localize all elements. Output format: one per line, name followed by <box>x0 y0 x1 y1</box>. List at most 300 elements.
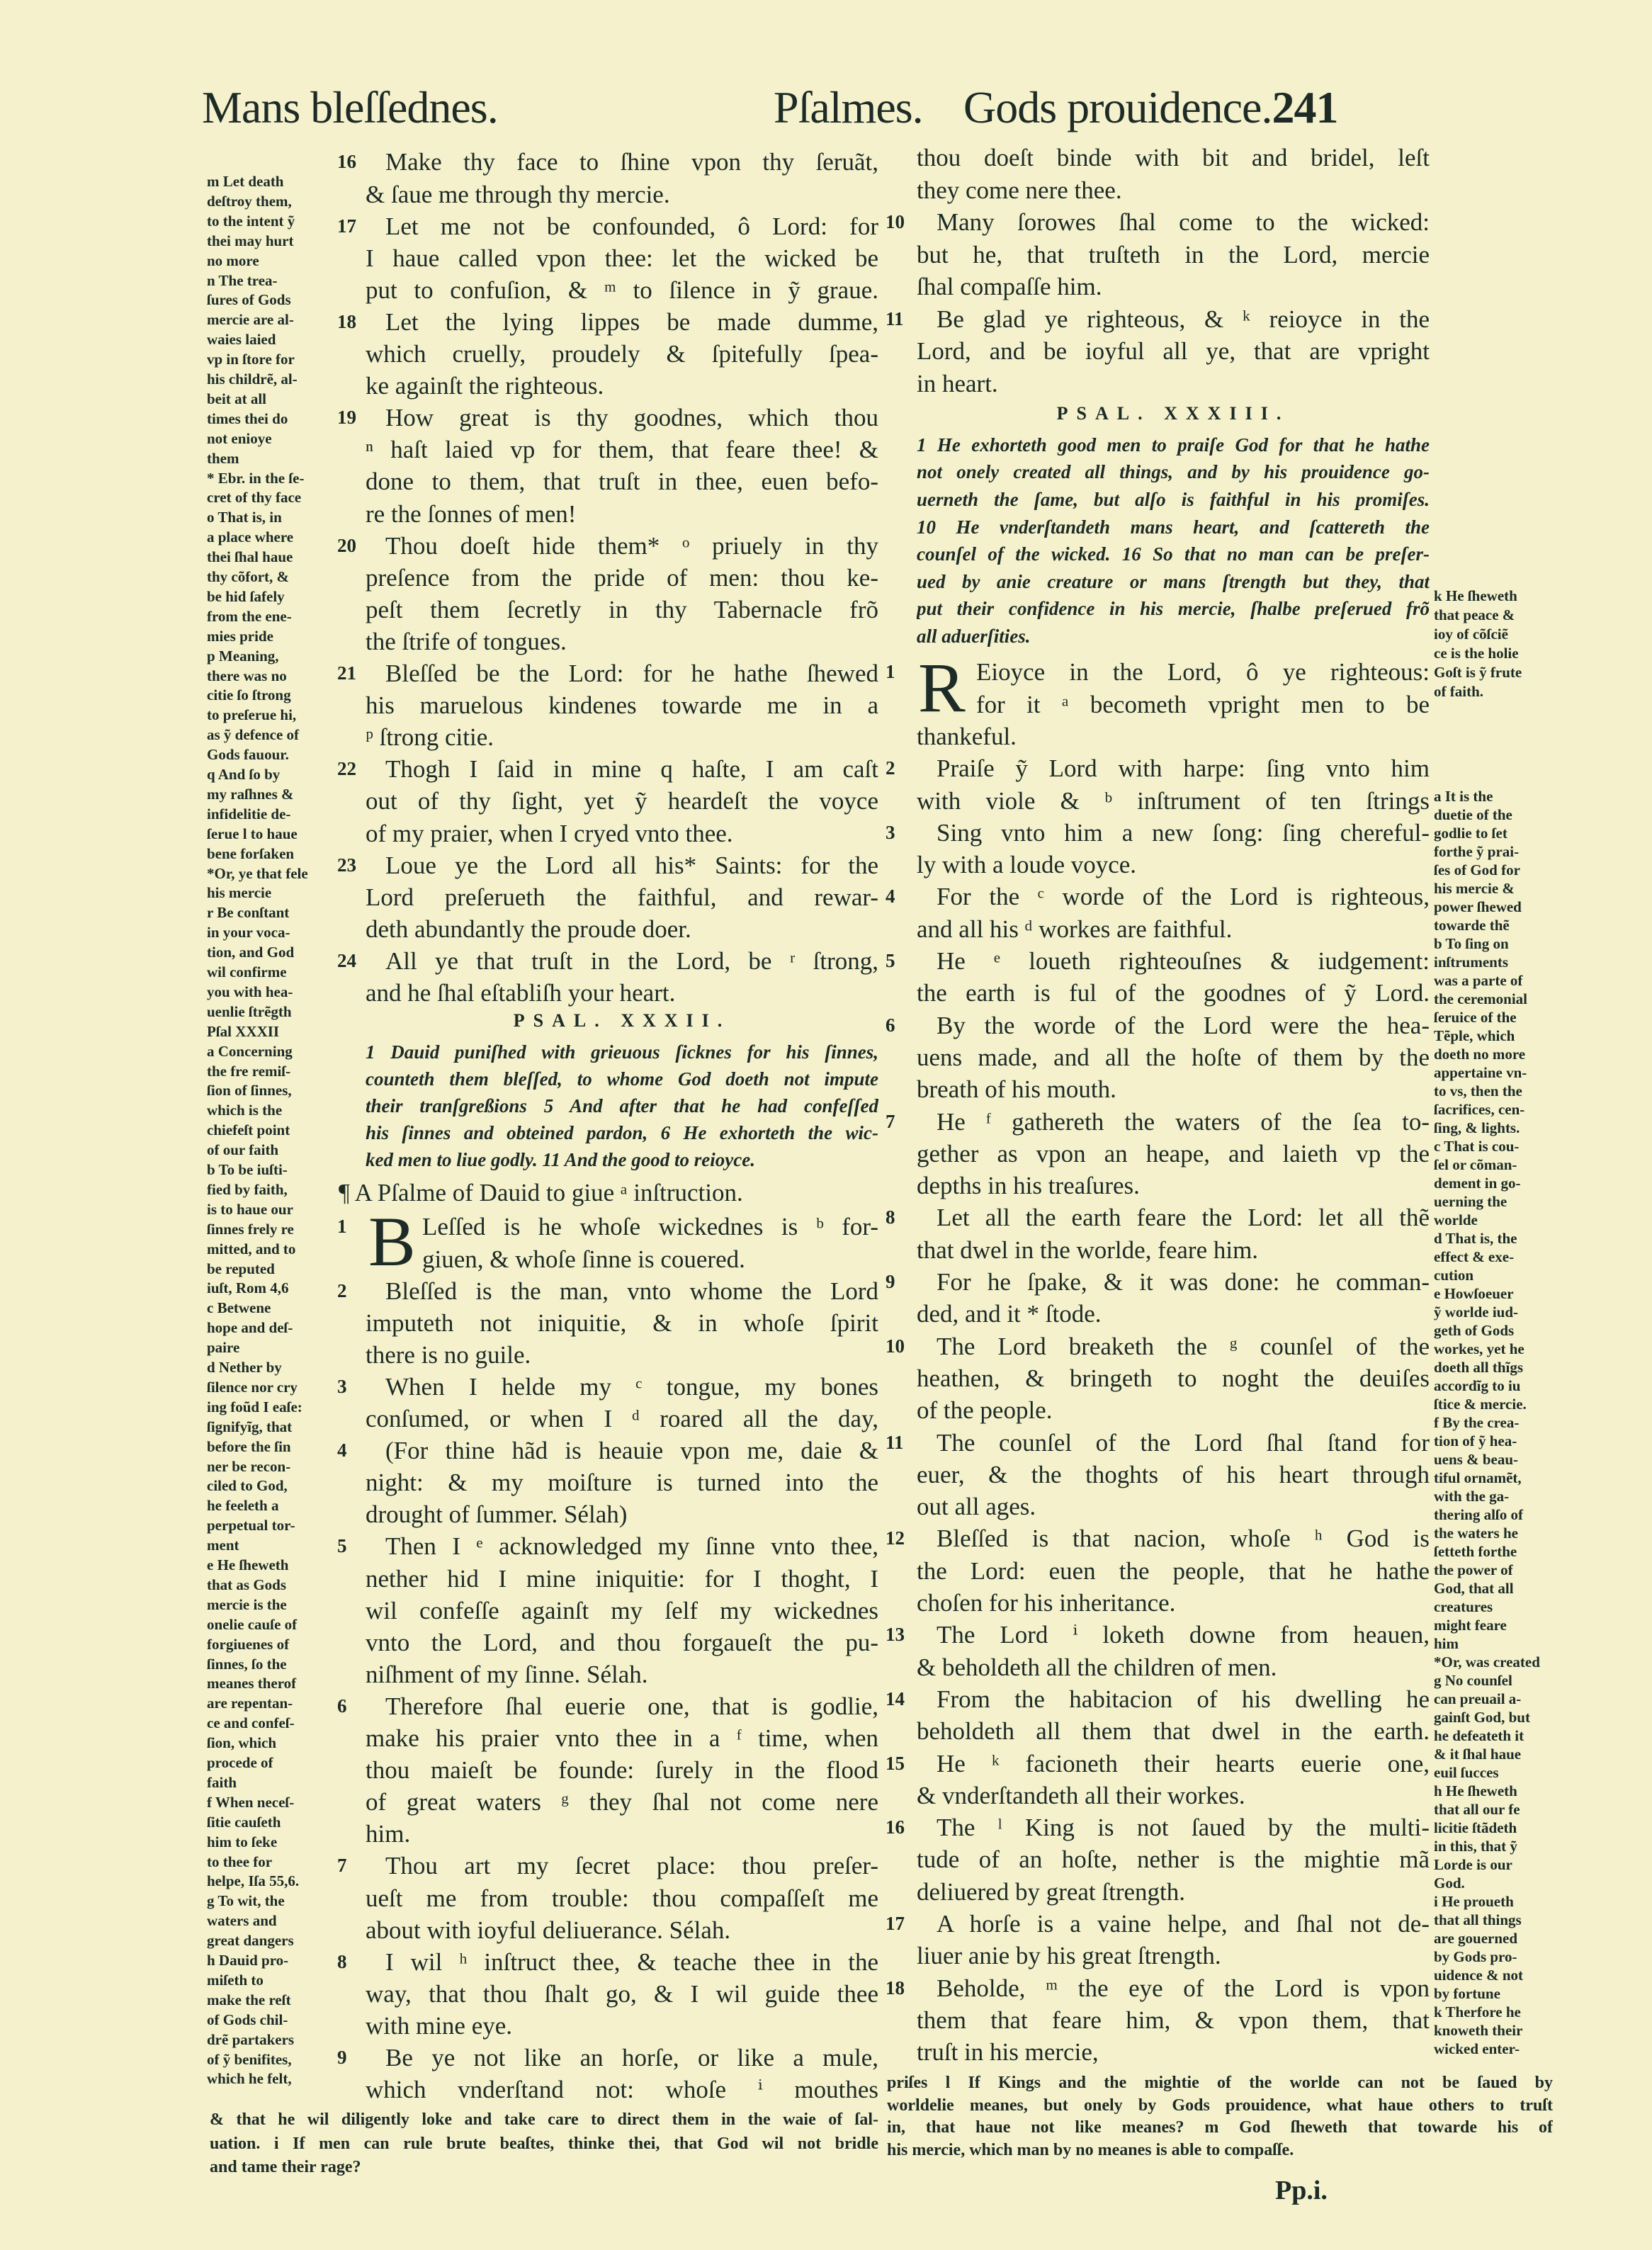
margin-note-line: his mercie & <box>1434 880 1515 897</box>
margin-note-line: godlie to ſet <box>1434 825 1507 842</box>
verse-number: 5 <box>337 1535 347 1557</box>
verse-line: The Lord ⁱ loketh downe from heauen, <box>937 1621 1430 1649</box>
margin-note-line: to preſerue hi, <box>207 706 297 724</box>
verse-line: Sing vnto him a new ſong: ſing chereful- <box>937 818 1430 847</box>
margin-note-line: perpetual tor- <box>207 1517 295 1534</box>
margin-note-line: ciled to God, <box>207 1477 288 1495</box>
margin-note-line: ce is the holie <box>1434 644 1519 662</box>
margin-note-line: a place where <box>207 528 294 546</box>
verse-line: make his praier vnto thee in a ᶠ time, when <box>366 1724 878 1753</box>
margin-note-line: tion, and God <box>207 944 295 961</box>
verse-line: ſhal compaſſe him. <box>917 273 1102 301</box>
margin-note-line: doeth no more <box>1434 1046 1526 1063</box>
margin-note-line: thering alſo of <box>1434 1506 1523 1523</box>
margin-note-line: h He ſheweth <box>1434 1782 1517 1799</box>
verse-number: 16 <box>886 1816 905 1838</box>
psalm-argument-line: ued by anie creature or mans ſtrength but they, that <box>917 570 1430 592</box>
verse-line: drought of ſummer. Sélah) <box>366 1500 628 1529</box>
verse-line: gether as vpon an heape, and laieth vp the <box>917 1139 1430 1168</box>
margin-note-line: vp in ſtore for <box>207 351 295 368</box>
margin-note-line: my raſhnes & <box>207 785 294 803</box>
running-head-left: Mans bleſſednes. <box>202 82 498 132</box>
margin-note-line: b To ſing on <box>1434 935 1509 952</box>
margin-note-line: thei may hurt <box>207 232 294 249</box>
margin-note-line: his mercie <box>207 884 272 902</box>
margin-note-line: accordĩg to iu <box>1434 1377 1521 1394</box>
margin-note-line: h Dauid pro- <box>207 1952 289 1969</box>
margin-note-line: f When neceſ- <box>207 1793 295 1811</box>
psalm-argument-line: uerneth the ſame, but alſo is faithful in his promiſes. <box>917 488 1430 510</box>
verse-line: giuen, & whoſe ſinne is couered. <box>422 1245 745 1273</box>
margin-note-line: ſing, & lights. <box>1434 1119 1520 1136</box>
margin-note-line: waters and <box>207 1912 277 1930</box>
margin-note-line: can preuail a- <box>1434 1690 1522 1707</box>
psalm-argument-line: his ſinnes and obteined pardon, 6 He exhorteth the wic- <box>366 1122 878 1143</box>
psalm-argument-line: counteth them bleſſed, to whome God doeth not impute <box>366 1068 878 1090</box>
margin-note-line: & it ſhal haue <box>1434 1746 1522 1763</box>
verse-line: Let the lying lippes be made dumme, <box>385 307 878 336</box>
verse-line: ueſt me from trouble: thou compaſſeſt me <box>366 1884 878 1912</box>
margin-note-line: chiefeſt point <box>207 1121 290 1139</box>
margin-note-line: ſilence nor cry <box>207 1378 298 1396</box>
margin-note-line: effect & exe- <box>1434 1248 1515 1265</box>
margin-note-line: creatures <box>1434 1598 1493 1615</box>
margin-note-line: the waters he <box>1434 1525 1518 1542</box>
margin-note-line: Tẽple, which <box>1434 1027 1515 1044</box>
margin-note-line: ſures of Gods <box>207 291 291 309</box>
verse-number: 7 <box>337 1855 347 1877</box>
footnote-line: priſes l If Kings and the mightie of the worlde can not be ſaued by <box>887 2074 1553 2093</box>
margin-note-line: m Let death <box>207 173 284 191</box>
margin-note-line: to vs, then the <box>1434 1082 1522 1099</box>
verse-line: niſhment of my ſinne. Sélah. <box>366 1660 648 1688</box>
margin-note-line: ſignifyĩg, that <box>207 1418 293 1435</box>
margin-note-line: wicked enter- <box>1434 2040 1520 2057</box>
margin-note-line: God, that all <box>1434 1580 1514 1597</box>
margin-note-line: * Ebr. in the ſe- <box>207 469 305 487</box>
margin-note-line: hope and deſ- <box>207 1319 293 1337</box>
verse-line: The ˡ King is not ſaued by the multi- <box>937 1814 1430 1842</box>
margin-note-line: Lorde is our <box>1434 1856 1512 1873</box>
margin-note-line: c Betwene <box>207 1299 271 1317</box>
verse-line: For the ᶜ worde of the Lord is righteous, <box>937 883 1430 911</box>
verse-line: choſen for his inheritance. <box>917 1589 1176 1617</box>
verse-number: 9 <box>337 2047 347 2069</box>
footnote-line: and tame their rage? <box>210 2158 361 2177</box>
verse-line: Thogh I ſaid in mine q haſte, I am caſt <box>385 755 878 784</box>
verse-line: with mine eye. <box>366 2011 513 2040</box>
margin-note-line: them <box>207 449 239 467</box>
margin-note-line: Pſal XXXII <box>207 1022 280 1040</box>
verse-line: them that feare him, & vpon them, that <box>917 2006 1430 2034</box>
verse-line: re the ſonnes of men! <box>366 499 577 528</box>
margin-note-line: k Therfore he <box>1434 2003 1521 2020</box>
verse-line: of the people. <box>917 1396 1053 1425</box>
verse-line: (For thine hãd is heauie vpon me, daie & <box>385 1437 878 1465</box>
verse-line: breath of his mouth. <box>917 1075 1116 1104</box>
margin-note-line: the power of <box>1434 1561 1513 1578</box>
verse-number: 12 <box>886 1527 905 1549</box>
verse-number: 20 <box>337 534 356 556</box>
margin-note-line: ſion, which <box>207 1734 277 1752</box>
margin-note-line: by fortune <box>1434 1985 1500 2002</box>
verse-line: out of thy ſight, yet ỹ heardeſt the voyce <box>366 787 878 815</box>
margin-note-line: helpe, Iſa 55,6. <box>207 1872 300 1890</box>
verse-line: vnto the Lord, and thou forgaueſt the pu- <box>366 1628 878 1656</box>
margin-note-line: times thei do <box>207 409 288 427</box>
margin-note-line: you with hea- <box>207 983 293 1000</box>
running-head-book: Pſalmes. <box>774 82 923 132</box>
verse-line: wil confeſſe againſt my ſelf my wickednes <box>366 1596 878 1624</box>
verse-line: He ᵏ facioneth their hearts euerie one, <box>937 1749 1430 1777</box>
margin-note-line: ment <box>207 1537 239 1554</box>
verse-line: liuer anie by his great ſtrength. <box>917 1942 1221 1970</box>
margin-note-line: which is the <box>207 1102 283 1119</box>
verse-number: 5 <box>886 950 895 972</box>
margin-note-line: mercie are al- <box>207 311 294 329</box>
margin-note-line: are gouerned <box>1434 1930 1518 1947</box>
verse-line: Leſſed is he whoſe wickednes is ᵇ for- <box>422 1213 878 1241</box>
verse-line: Loue ye the Lord all his* Saints: for the <box>385 851 878 879</box>
footnote-line: his mercie, which man by no meanes is able to compaſſe. <box>887 2140 1294 2159</box>
psalm-argument-line: counſel of the wicked. 16 So that no man can be preſer- <box>917 543 1430 565</box>
footnote-line: worldelie meanes, but onely by Gods prouidence, what haue others to truſt <box>887 2096 1553 2115</box>
margin-note-line: n The trea- <box>207 271 278 289</box>
verse-line: ly with a loude voyce. <box>917 851 1137 879</box>
margin-note-line: duetie of the <box>1434 806 1512 823</box>
verse-number: 18 <box>886 1977 905 1999</box>
verse-line: How great is thy goodnes, which thou <box>385 404 878 432</box>
margin-note-line: forthe ỹ prai- <box>1434 843 1520 860</box>
margin-note-line: beit at all <box>207 390 266 407</box>
verse-line: his maruelous kindenes towarde me in a <box>366 691 878 720</box>
verse-line: All ye that truſt in the Lord, be ʳ ſtrong, <box>385 946 878 975</box>
verse-line: put to confuſion, & ᵐ to ſilence in ỹ graue. <box>366 276 878 304</box>
verse-line: heathen, & bringeth to noght the deuiſes <box>917 1364 1430 1392</box>
margin-note-line: iuſt, Rom 4,6 <box>207 1279 289 1297</box>
drop-cap-r: R <box>918 648 966 727</box>
verse-number: 2 <box>886 757 895 779</box>
verse-line: The Lord breaketh the ᵍ counſel of the <box>937 1332 1430 1360</box>
verse-line: and all his ᵈ workes are faithful. <box>917 915 1233 943</box>
signature-mark: Pp.i. <box>1275 2176 1328 2205</box>
margin-note-line: o That is, in <box>207 509 282 526</box>
margin-note-line: procede of <box>207 1754 273 1772</box>
verse-line: beholdeth all them that dwel in the earth. <box>917 1717 1430 1746</box>
margin-note-line: meanes therof <box>207 1675 297 1692</box>
margin-note-line: to the intent ỹ <box>207 212 295 230</box>
margin-note-line: appertaine vn- <box>1434 1064 1527 1081</box>
verse-line: for it ᵃ becometh vpright men to be <box>976 690 1430 718</box>
verse-line: thankeful. <box>917 722 1017 750</box>
margin-note-line: great dangers <box>207 1932 294 1950</box>
verse-number: 6 <box>337 1695 347 1717</box>
verse-line: thou doeſt binde with bit and bridel, leſt <box>917 144 1430 172</box>
margin-note-line: uenlie ſtrẽgth <box>207 1002 292 1020</box>
verse-line: of great waters ᵍ they ſhal not come nere <box>366 1788 878 1816</box>
verse-line: ke againſt the righteous. <box>366 372 604 400</box>
margin-note-line: God. <box>1434 1875 1465 1892</box>
psalm-argument-line: 1 He exhorteth good men to praiſe God for that he hathe <box>917 434 1430 456</box>
margin-note-line: i He proueth <box>1434 1893 1514 1910</box>
verse-line: He ᵉ loueth righteouſnes & iudgement: <box>937 947 1430 976</box>
margin-note-line: thei ſhal haue <box>207 548 293 566</box>
margin-note-line: a Concerning <box>207 1042 293 1060</box>
margin-note-line: tiful ornamẽt, <box>1434 1469 1522 1486</box>
verse-number: 17 <box>886 1913 905 1935</box>
margin-note-line: him <box>1434 1635 1459 1652</box>
verse-line: Bleſſed is the man, vnto whome the Lord <box>385 1277 878 1305</box>
margin-note-line: ỹ worlde iud- <box>1434 1304 1519 1321</box>
margin-note-line: doeth all thĩgs <box>1434 1359 1524 1376</box>
margin-note-line: b To be iuſti- <box>207 1161 288 1179</box>
psalm-heading-32: PSAL. XXXII. <box>513 1010 731 1031</box>
verse-line: Thou art my ſecret place: thou preſer- <box>385 1852 878 1880</box>
margin-note-line: *Or, was created <box>1434 1653 1540 1670</box>
verse-line: the Lord: euen the people, that he hathe <box>917 1556 1430 1585</box>
verse-line: peſt them ſecretly in thy Tabernacle frõ <box>366 595 878 623</box>
verse-number: 16 <box>337 151 356 173</box>
margin-note-line: by Gods pro- <box>1434 1948 1517 1965</box>
margin-note-line: that peace & <box>1434 606 1515 623</box>
verse-line: tude of an hoſte, nether is the mightie mã <box>917 1845 1430 1874</box>
verse-line: Thou doeſt hide them* ᵒ priuely in thy <box>385 531 878 560</box>
footnote-line: & that he wil diligently loke and take care to direct them in the waie of ſal- <box>210 2110 878 2130</box>
margin-note-line: ſinnes, ſo the <box>207 1655 287 1673</box>
margin-note-line: p Meaning, <box>207 647 279 665</box>
verse-line: When I helde my ᶜ tongue, my bones <box>385 1372 878 1401</box>
margin-note-line: uerning the <box>1434 1193 1507 1210</box>
margin-note-line: faith <box>207 1773 237 1791</box>
verse-line: Bleſſed is that nacion, whoſe ʰ God is <box>937 1525 1430 1553</box>
margin-note-line: r Be conſtant <box>207 904 290 922</box>
margin-note-line: deſtroy them, <box>207 192 292 210</box>
margin-note-line: workes, yet he <box>1434 1340 1524 1357</box>
verse-number: 6 <box>886 1014 895 1036</box>
verse-line: Eioyce in the Lord, ô ye righteous: <box>976 658 1430 686</box>
verse-line: Let all the earth feare the Lord: let all thẽ <box>937 1204 1430 1232</box>
margin-note-line: not enioye <box>207 429 272 447</box>
margin-note-line: ſacrifices, cen- <box>1434 1101 1525 1118</box>
margin-note-line: be hid ſafely <box>207 587 285 605</box>
margin-note-line: ſinnes frely re <box>207 1220 294 1238</box>
verse-line: the ſtrife of tongues. <box>366 627 567 655</box>
verse-line: which vnderſtand not: whoſe ⁱ mouthes <box>366 2076 878 2104</box>
margin-note-line: citie ſo ſtrong <box>207 686 291 704</box>
verse-line: of my praier, when I cryed vnto thee. <box>366 819 733 847</box>
verse-number: 8 <box>886 1206 895 1228</box>
margin-note-line: wil confirme <box>207 963 287 981</box>
verse-line: He ᶠ gathereth the waters of the ſea to- <box>937 1107 1430 1136</box>
margin-note-line: ſtice & mercie. <box>1434 1396 1527 1413</box>
margin-note-line: ner be recon- <box>207 1457 291 1475</box>
psalm-argument-line: their tranſgreßions 5 And after that he had confeſſed <box>366 1095 878 1116</box>
margin-note-line: as ỹ defence of <box>207 726 300 744</box>
margin-note-line: the fre remiſ- <box>207 1062 291 1080</box>
verse-number: 17 <box>337 215 356 237</box>
verse-line: euer, & the thoghts of his heart through <box>917 1460 1430 1488</box>
margin-note-line: geth of Gods <box>1434 1322 1515 1339</box>
verse-number: 9 <box>886 1271 895 1293</box>
margin-note-line: thy cõfort, & <box>207 568 290 586</box>
margin-note-line: that all things <box>1434 1911 1522 1928</box>
margin-note-line: uidence & not <box>1434 1967 1523 1984</box>
margin-note-line: him to ſeke <box>207 1833 278 1850</box>
verse-line: By the worde of the Lord were the hea- <box>937 1011 1430 1039</box>
verse-line: Then I ᵉ acknowledged my ſinne vnto thee, <box>385 1532 878 1561</box>
verse-number: 10 <box>886 1335 905 1357</box>
margin-note-line: that as Gods <box>207 1576 287 1593</box>
margin-note-line: before the ſin <box>207 1437 291 1455</box>
verse-line: done to them, that truſt in thee, euen befo- <box>366 468 878 496</box>
margin-note-line: ſes of God for <box>1434 861 1520 878</box>
margin-note-line: onelie cauſe of <box>207 1615 298 1633</box>
verse-line: Therefore ſhal euerie one, that is godlie, <box>385 1692 878 1720</box>
verse-line: Many ſorowes ſhal come to the wicked: <box>937 208 1430 237</box>
margin-note-line: e Howſoeuer <box>1434 1285 1514 1302</box>
verse-line: out all ages. <box>917 1493 1036 1521</box>
margin-note-line: the ceremonial <box>1434 990 1527 1007</box>
footnote-line: in, that haue not like meanes? m God ſheweth that towarde his of <box>887 2118 1553 2137</box>
verse-line: ⁿ haſt laied vp for them, that feare thee! & <box>366 436 878 464</box>
verse-number: 4 <box>886 886 895 908</box>
verse-line: they come nere thee. <box>917 176 1122 204</box>
margin-note-line: to thee for <box>207 1853 273 1870</box>
verse-line: & vnderſtandeth all their workes. <box>917 1781 1245 1809</box>
margin-note-line: knoweth their <box>1434 2022 1523 2039</box>
margin-note-line: f By the crea- <box>1434 1414 1520 1431</box>
verse-line: preſence from the pride of men: thou ke- <box>366 563 878 592</box>
verse-number: 1 <box>886 661 895 683</box>
verse-line: truſt in his mercie, <box>917 2038 1099 2067</box>
verse-number: 19 <box>337 407 356 429</box>
margin-note-line: miſeth to <box>207 1971 264 1989</box>
margin-note-line: gainſt God, but <box>1434 1709 1530 1726</box>
verse-number: 21 <box>337 662 356 684</box>
margin-note-line: Goſt is ỹ frute <box>1434 663 1522 681</box>
margin-note-line: towarde thẽ <box>1434 917 1510 934</box>
margin-note-line: ing foũd I eaſe: <box>207 1398 302 1415</box>
margin-note-line: ſeruice of the <box>1434 1009 1517 1026</box>
footnote-line: uation. i If men can rule brute beaſtes, thinke thei, that God wil not bridle <box>210 2134 878 2153</box>
verse-line: ᵖ ſtrong citie. <box>366 723 494 752</box>
margin-note-line: cution <box>1434 1267 1474 1284</box>
verse-line: Lord preſerueth the faithful, and rewar- <box>366 883 878 911</box>
margin-note-line: ſel or cõman- <box>1434 1156 1517 1173</box>
verse-number: 2 <box>337 1279 347 1301</box>
verse-line: Lord, and be ioyful all ye, that are vpright <box>917 337 1430 366</box>
margin-note-line: was a parte of <box>1434 972 1523 989</box>
verse-number: 15 <box>886 1752 905 1774</box>
verse-line: Be ye not like an horſe, or like a mule, <box>385 2044 878 2072</box>
psalm-argument-line: not onely created all things, and by his prouidence go- <box>917 461 1430 483</box>
verse-line: & beholdeth all the children of men. <box>917 1653 1277 1681</box>
verse-number: 18 <box>337 310 356 332</box>
verse-line: him. <box>366 1820 411 1848</box>
verse-line: which cruelly, proudely & ſpitefully ſpea- <box>366 340 878 368</box>
margin-note-line: that all our fe <box>1434 1801 1520 1818</box>
margin-note-line: his childrẽ, al- <box>207 371 298 388</box>
margin-note-line: inſtruments <box>1434 954 1508 971</box>
margin-note-line: d Nether by <box>207 1359 282 1376</box>
verse-line: conſumed, or when I ᵈ roared all the day, <box>366 1405 878 1433</box>
margin-note-line: dement in go- <box>1434 1175 1521 1192</box>
margin-note-line: paire <box>207 1339 240 1357</box>
margin-note-line: k He ſheweth <box>1434 587 1517 604</box>
psalm-argument-line: 1 Dauid puniſhed with grieuous ſicknes for his ſinnes, <box>366 1041 878 1063</box>
margin-note-line: of faith. <box>1434 682 1483 700</box>
running-head-topic: Gods prouidence. <box>963 82 1272 132</box>
margin-note-line: e He ſheweth <box>207 1556 289 1574</box>
verse-line: night: & my moiſture is turned into the <box>366 1469 878 1497</box>
margin-note-line: be reputed <box>207 1260 275 1277</box>
psalm-argument-line: 10 He vnderſtandeth mans heart, and ſcattereth the <box>917 516 1430 538</box>
margin-note-line: fied by faith, <box>207 1180 288 1198</box>
psalm-heading-33: PSAL. XXXIII. <box>1056 403 1290 424</box>
margin-note-line: which he felt, <box>207 2070 292 2088</box>
margin-note-line: Gods fauour. <box>207 746 289 764</box>
verse-line: Praiſe ỹ Lord with harpe: ſing vnto him <box>937 754 1430 783</box>
margin-note-line: ſetteth forthe <box>1434 1543 1517 1560</box>
verse-line: in heart. <box>917 369 998 397</box>
verse-line: ded, and it * ſtode. <box>917 1300 1102 1328</box>
margin-note-line: *Or, ye that fele <box>207 864 308 882</box>
margin-note-line: ce and confeſ- <box>207 1714 295 1732</box>
verse-line: deth abundantly the proude doer. <box>366 915 691 943</box>
margin-note-line: power ſhewed <box>1434 898 1522 915</box>
margin-note-line: mercie is the <box>207 1595 287 1613</box>
drop-cap-b: B <box>368 1202 416 1281</box>
margin-note-line: of Gods chil- <box>207 2011 288 2028</box>
verse-line: deliuered by great ſtrength. <box>917 1877 1186 1906</box>
verse-line: thou maieſt be founde: ſurely in the flood <box>366 1756 878 1785</box>
margin-note-line: bene forſaken <box>207 844 295 862</box>
margin-note-line: licitie ſtãdeth <box>1434 1819 1517 1836</box>
margin-note-line: waies laied <box>207 331 276 349</box>
margin-note-line: c That is cou- <box>1434 1138 1520 1155</box>
verse-line: there is no guile. <box>366 1340 531 1369</box>
margin-note-line: might feare <box>1434 1617 1507 1634</box>
verse-number: 13 <box>886 1624 905 1646</box>
verse-line: with viole & ᵇ inſtrument of ten ſtrings <box>917 786 1430 815</box>
verse-line: depths in his treaſures. <box>917 1172 1140 1200</box>
margin-note-line: there was no <box>207 667 287 684</box>
margin-note-line: in your voca- <box>207 924 290 942</box>
margin-note-line: g To wit, the <box>207 1892 285 1910</box>
verse-line: that dwel in the worlde, feare him. <box>917 1236 1259 1264</box>
margin-note-line: tion of ỹ hea- <box>1434 1432 1517 1449</box>
verse-number: 7 <box>886 1110 895 1132</box>
verse-line: Make thy face to ſhine vpon thy ſeruãt, <box>385 148 878 176</box>
running-head-right <box>963 79 1337 136</box>
verse-line: Let me not be confounded, ô Lord: for <box>385 212 878 240</box>
margin-note-line: from the ene- <box>207 607 292 625</box>
verse-line: but he, that truſteth in the Lord, mercie <box>917 240 1430 268</box>
verse-line: I wil ʰ inſtruct thee, & teache thee in the <box>385 1947 878 1976</box>
margin-note-line: he defeateth it <box>1434 1727 1524 1744</box>
page-number: 241 <box>1272 82 1338 132</box>
verse-number: 3 <box>337 1375 347 1397</box>
verse-number: 23 <box>337 854 356 876</box>
margin-note-line: ſion of ſinnes, <box>207 1082 292 1099</box>
margin-note-line: cret of thy face <box>207 489 302 507</box>
margin-note-line: ſerue l to haue <box>207 825 298 842</box>
verse-number: 24 <box>337 949 356 971</box>
margin-note-line: with the ga- <box>1434 1488 1510 1505</box>
margin-note-line: he feeleth a <box>207 1497 279 1515</box>
margin-note-line: uens & beau- <box>1434 1451 1519 1468</box>
margin-note-line: q And ſo by <box>207 766 281 784</box>
